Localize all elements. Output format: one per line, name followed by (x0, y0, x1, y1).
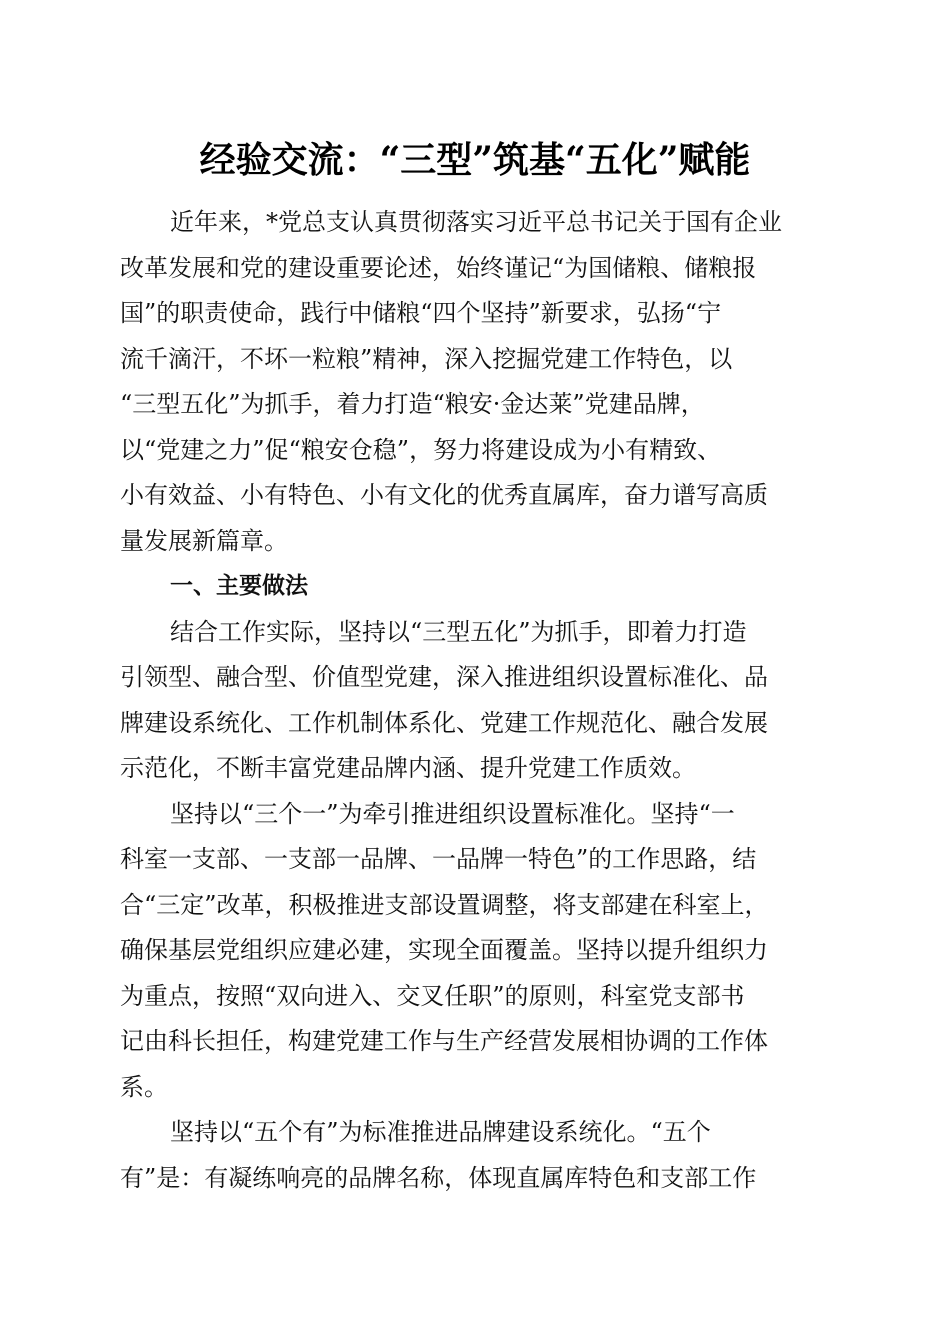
paragraph-line: 确保基层党组织应建必建，实现全面覆盖。坚持以提升组织力 (120, 936, 768, 964)
section-heading: 一、主要做法 (170, 573, 308, 599)
paragraph-line: 改革发展和党的建设重要论述，始终谨记“为国储粮、储粮报 (120, 253, 757, 282)
paragraph-line: 为重点，按照“双向进入、交叉任职”的原则，科室党支部书 (120, 981, 745, 1010)
paragraph-line: 科室一支部、一支部一品牌、一品牌一特色”的工作思路，结 (120, 845, 757, 873)
paragraph-line: 引领型、融合型、价值型党建，深入推进组织设置标准化、品 (120, 663, 768, 691)
paragraph-line: 流千滴汗，不坏一粒粮”精神，深入挖掘党建工作特色，以 (120, 344, 733, 373)
paragraph-line: 坚持以“五个有”为标准推进品牌建设系统化。“五个 (170, 1118, 711, 1146)
paragraph-line: “三型五化”为抓手，着力打造“粮安·金达莱”党建品牌， (120, 390, 705, 418)
paragraph-line: 结合工作实际，坚持以“三型五化”为抓手，即着力打造 (170, 617, 747, 646)
paragraph-line: 合“三定”改革，积极推进支部设置调整，将支部建在科室上， (120, 890, 769, 919)
paragraph-line: 系。 (120, 1072, 168, 1101)
paragraph-line: 近年来，*党总支认真贯彻落实习近平总书记关于国有企业 (170, 208, 782, 236)
paragraph-line: 示范化，不断丰富党建品牌内涵、提升党建工作质效。 (120, 754, 696, 782)
paragraph-line: 小有效益、小有特色、小有文化的优秀直属库，奋力谱写高质 (120, 481, 768, 509)
paragraph-line: 坚持以“三个一”为牵引推进组织设置标准化。坚持“一 (170, 799, 735, 828)
paragraph-line: 量发展新篇章。 (120, 526, 288, 555)
paragraph-line: 记由科长担任，构建党建工作与生产经营发展相协调的工作体 (120, 1027, 768, 1055)
paragraph-line: 有”是：有凝练响亮的品牌名称，体现直属库特色和支部工作 (120, 1163, 757, 1192)
document-body (120, 200, 826, 1201)
paragraph-line: 国”的职责使命，践行中储粮“四个坚持”新要求，弘扬“宁 (120, 299, 722, 327)
paragraph-line: 牌建设系统化、工作机制体系化、党建工作规范化、融合发展 (120, 708, 768, 737)
document-title: 经验交流：“三型”筑基“五化”赋能 (199, 139, 751, 181)
paragraph-line: 以“党建之力”促“粮安仓稳”，努力将建设成为小有精致、 (120, 435, 722, 464)
